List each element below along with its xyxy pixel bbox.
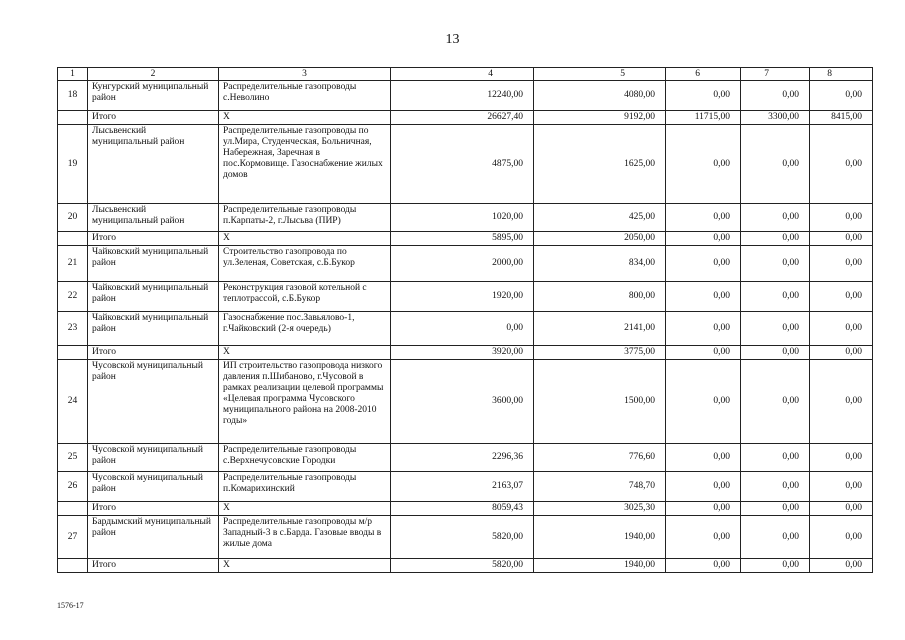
column-number: 6: [666, 68, 741, 81]
value-col-4: 12240,00: [391, 81, 534, 111]
column-number: 5: [534, 68, 666, 81]
value-col-6: 0,00: [666, 125, 741, 204]
value-col-6: 0,00: [666, 502, 741, 516]
column-number: 7: [741, 68, 810, 81]
column-number: 4: [391, 68, 534, 81]
object-cell: Распределительные газопроводы м/р Западный-3 в с.Барда. Газовые вводы в жилые дома: [219, 516, 391, 559]
object-cell: Реконструкция газовой котельной с теплотрассой, с.Б.Букор: [219, 282, 391, 312]
value-col-4: 4875,00: [391, 125, 534, 204]
value-col-5: 2141,00: [534, 312, 666, 346]
total-row: [58, 232, 873, 246]
value-col-8: 0,00: [810, 125, 873, 204]
district-cell: Чусовской муниципальный район: [88, 360, 219, 444]
value-col-5: 748,70: [534, 472, 666, 502]
value-col-6: 0,00: [666, 232, 741, 246]
total-label: Итого: [88, 232, 219, 246]
value-col-7: 0,00: [741, 472, 810, 502]
value-col-5: 834,00: [534, 246, 666, 282]
value-col-8: 0,00: [810, 559, 873, 573]
value-col-6: 0,00: [666, 516, 741, 559]
row-number-cell: [58, 559, 88, 573]
value-col-6: 11715,00: [666, 111, 741, 125]
value-col-4: 5820,00: [391, 516, 534, 559]
value-col-7: 3300,00: [741, 111, 810, 125]
object-cell: X: [219, 111, 391, 125]
value-col-7: 0,00: [741, 502, 810, 516]
row-number-cell: 26: [58, 472, 88, 502]
total-row: [58, 346, 873, 360]
value-col-5: 776,60: [534, 444, 666, 472]
value-col-7: 0,00: [741, 81, 810, 111]
value-col-4: 3600,00: [391, 360, 534, 444]
value-col-8: 0,00: [810, 444, 873, 472]
object-cell: Строительство газопровода по ул.Зеленая, Советская, с.Б.Букор: [219, 246, 391, 282]
row-number-cell: 24: [58, 360, 88, 444]
value-col-4: 1020,00: [391, 204, 534, 232]
value-col-6: 0,00: [666, 312, 741, 346]
object-cell: ИП строительство газопровода низкого давления п.Шибаново, г.Чусовой в рамках реализации целевой программы «Целевая программа Чусовского муниципального района на 2008-2010 годы»: [219, 360, 391, 444]
object-cell: X: [219, 232, 391, 246]
value-col-5: 425,00: [534, 204, 666, 232]
value-col-8: 0,00: [810, 502, 873, 516]
value-col-5: 3025,30: [534, 502, 666, 516]
object-cell: Распределительные газопроводы п.Карпаты-2, г.Лысьва (ПИР): [219, 204, 391, 232]
district-cell: Лысьвенский муниципальный район: [88, 204, 219, 232]
object-cell: Распределительные газопроводы п.Комарихинский: [219, 472, 391, 502]
value-col-5: 3775,00: [534, 346, 666, 360]
value-col-8: 0,00: [810, 81, 873, 111]
table-body: [58, 68, 873, 573]
value-col-4: 3920,00: [391, 346, 534, 360]
object-cell: X: [219, 346, 391, 360]
table-row: [58, 204, 873, 232]
value-col-4: 26627,40: [391, 111, 534, 125]
row-number-cell: 27: [58, 516, 88, 559]
object-cell: Распределительные газопроводы с.Верхнечусовские Городки: [219, 444, 391, 472]
column-number: 1: [58, 68, 88, 81]
value-col-4: 0,00: [391, 312, 534, 346]
total-label: Итого: [88, 559, 219, 573]
value-col-5: 1500,00: [534, 360, 666, 444]
value-col-5: 2050,00: [534, 232, 666, 246]
row-number-cell: [58, 346, 88, 360]
table-row: [58, 81, 873, 111]
value-col-8: 0,00: [810, 312, 873, 346]
value-col-4: 2163,07: [391, 472, 534, 502]
value-col-7: 0,00: [741, 444, 810, 472]
value-col-6: 0,00: [666, 282, 741, 312]
value-col-8: 0,00: [810, 346, 873, 360]
column-number: 3: [219, 68, 391, 81]
value-col-7: 0,00: [741, 282, 810, 312]
district-cell: Кунгурский муниципальный район: [88, 81, 219, 111]
value-col-6: 0,00: [666, 444, 741, 472]
value-col-7: 0,00: [741, 246, 810, 282]
funding-table: [57, 67, 873, 573]
row-number-cell: 25: [58, 444, 88, 472]
object-cell: X: [219, 559, 391, 573]
value-col-5: 1940,00: [534, 559, 666, 573]
value-col-6: 0,00: [666, 246, 741, 282]
row-number-cell: [58, 232, 88, 246]
value-col-8: 0,00: [810, 282, 873, 312]
row-number-cell: 22: [58, 282, 88, 312]
row-number-cell: 18: [58, 81, 88, 111]
object-cell: Распределительные газопроводы по ул.Мира, Студенческая, Больничная, Набережная, Заречная в пос.Кормовище. Газоснабжение жилых домов: [219, 125, 391, 204]
row-number-cell: [58, 111, 88, 125]
district-cell: Чайковский муниципальный район: [88, 312, 219, 346]
table-row: [58, 516, 873, 559]
district-cell: Чайковский муниципальный район: [88, 282, 219, 312]
row-number-cell: [58, 502, 88, 516]
value-col-8: 0,00: [810, 516, 873, 559]
row-number-cell: 20: [58, 204, 88, 232]
footer-code: 1576-17: [57, 601, 84, 610]
row-number-cell: 19: [58, 125, 88, 204]
table-row: [58, 246, 873, 282]
row-number-cell: 23: [58, 312, 88, 346]
value-col-4: 8059,43: [391, 502, 534, 516]
object-cell: Распределительные газопроводы с.Неволино: [219, 81, 391, 111]
value-col-6: 0,00: [666, 204, 741, 232]
table-row: [58, 360, 873, 444]
value-col-7: 0,00: [741, 360, 810, 444]
column-number-row: [58, 68, 873, 81]
total-row: [58, 111, 873, 125]
object-cell: Газоснабжение пос.Завьялово-1, г.Чайковский (2-я очередь): [219, 312, 391, 346]
value-col-8: 0,00: [810, 360, 873, 444]
value-col-5: 800,00: [534, 282, 666, 312]
value-col-6: 0,00: [666, 346, 741, 360]
value-col-6: 0,00: [666, 559, 741, 573]
district-cell: Бардымский муниципальный район: [88, 516, 219, 559]
value-col-4: 2296,36: [391, 444, 534, 472]
total-label: Итого: [88, 111, 219, 125]
value-col-4: 2000,00: [391, 246, 534, 282]
page-number: 13: [445, 32, 460, 47]
column-number: 8: [810, 68, 873, 81]
row-number-cell: 21: [58, 246, 88, 282]
district-cell: Чусовской муниципальный район: [88, 444, 219, 472]
value-col-5: 9192,00: [534, 111, 666, 125]
value-col-5: 1625,00: [534, 125, 666, 204]
value-col-6: 0,00: [666, 472, 741, 502]
value-col-4: 5895,00: [391, 232, 534, 246]
table-row: [58, 125, 873, 204]
total-row: [58, 502, 873, 516]
table-row: [58, 282, 873, 312]
value-col-8: 0,00: [810, 204, 873, 232]
value-col-5: 4080,00: [534, 81, 666, 111]
value-col-8: 0,00: [810, 246, 873, 282]
value-col-6: 0,00: [666, 360, 741, 444]
district-cell: Чусовской муниципальный район: [88, 472, 219, 502]
value-col-6: 0,00: [666, 81, 741, 111]
value-col-7: 0,00: [741, 559, 810, 573]
column-number: 2: [88, 68, 219, 81]
value-col-7: 0,00: [741, 312, 810, 346]
total-row: [58, 559, 873, 573]
district-cell: Чайковский муниципальный район: [88, 246, 219, 282]
total-label: Итого: [88, 502, 219, 516]
value-col-7: 0,00: [741, 204, 810, 232]
value-col-8: 0,00: [810, 232, 873, 246]
value-col-7: 0,00: [741, 516, 810, 559]
district-cell: Лысьвенский муниципальный район: [88, 125, 219, 204]
value-col-7: 0,00: [741, 125, 810, 204]
value-col-8: 0,00: [810, 472, 873, 502]
value-col-4: 1920,00: [391, 282, 534, 312]
object-cell: X: [219, 502, 391, 516]
total-label: Итого: [88, 346, 219, 360]
value-col-7: 0,00: [741, 232, 810, 246]
value-col-8: 8415,00: [810, 111, 873, 125]
table-row: [58, 312, 873, 346]
value-col-5: 1940,00: [534, 516, 666, 559]
value-col-7: 0,00: [741, 346, 810, 360]
value-col-4: 5820,00: [391, 559, 534, 573]
table-row: [58, 472, 873, 502]
table-row: [58, 444, 873, 472]
